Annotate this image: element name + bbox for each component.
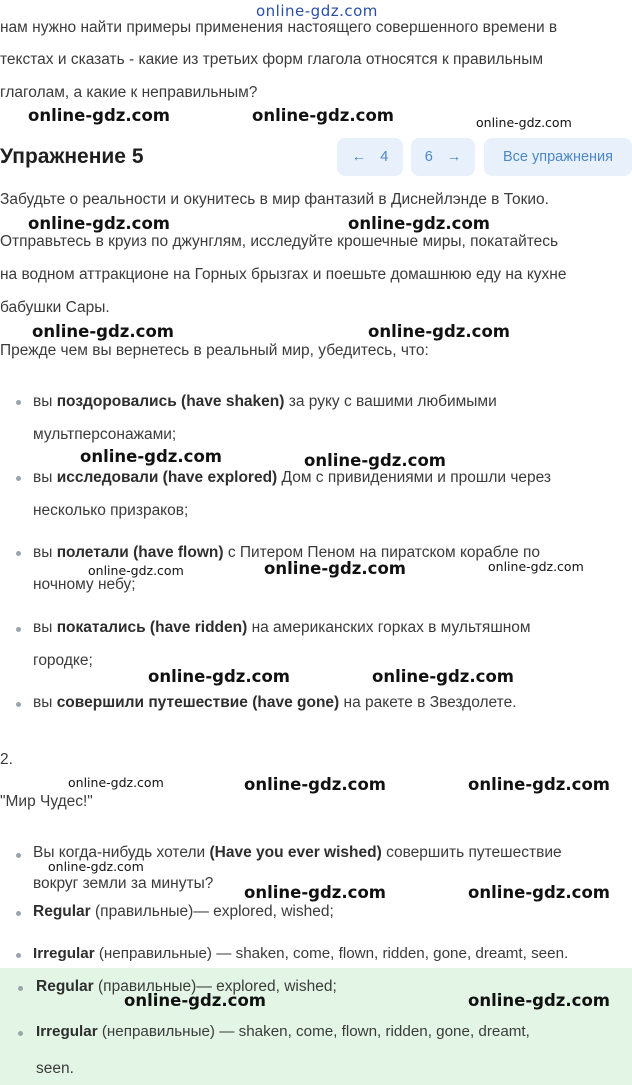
watermark: online-gdz.com — [468, 991, 610, 1010]
list-item: Regular (правильные)— explored, wished; — [33, 903, 334, 920]
watermark: online-gdz.com — [80, 447, 222, 466]
answer-regular: Regular (правильные)— explored, wished; — [36, 978, 337, 995]
list-item-cont: мультперсонажами; — [33, 426, 177, 443]
watermark: online-gdz.com — [488, 559, 584, 574]
watermark: online-gdz.com — [48, 859, 144, 874]
intro-line-1: нам нужно найти примеры применения настоящего совершенного времени в — [0, 19, 558, 36]
bullet — [16, 400, 21, 405]
arrow-left-icon: ← — [351, 149, 367, 165]
section-number: 2. — [0, 751, 13, 768]
watermark: online-gdz.com — [348, 214, 490, 233]
para-line-3: на водном аттракционе на Горных брызгах и поешьте домашнюю еду на кухне — [0, 266, 567, 283]
list-item: вы совершили путешествие (have gone) на ракете в Звездолете. — [33, 694, 517, 711]
list-item-cont: вокруг земли за минуты? — [33, 875, 214, 892]
watermark-top: online-gdz.com — [256, 2, 378, 20]
watermark: online-gdz.com — [32, 322, 174, 341]
all-exercises-label: Все упражнения — [503, 149, 613, 165]
para-line-5: Прежде чем вы вернетесь в реальный мир, убедитесь, что: — [0, 342, 429, 359]
watermark: online-gdz.com — [28, 214, 170, 233]
list-item: вы покатались (have ridden) на американских горках в мультяшном — [33, 619, 531, 636]
arrow-right-icon: → — [446, 149, 462, 165]
bullet — [16, 911, 21, 916]
watermark: online-gdz.com — [252, 106, 394, 125]
list-item: вы полетали (have flown) с Питером Пеном на пиратском корабле по — [33, 544, 540, 561]
next-exercise-label: 6 — [424, 149, 433, 165]
watermark: online-gdz.com — [368, 322, 510, 341]
para-line-4: бабушки Сары. — [0, 299, 110, 316]
list-item: Irregular (неправильные) — shaken, come, flown, ridden, gone, dreamt, seen. — [33, 945, 569, 962]
list-item-cont: ночному небу; — [33, 576, 136, 593]
watermark: online-gdz.com — [468, 883, 610, 902]
watermark: online-gdz.com — [304, 451, 446, 470]
bullet — [16, 627, 21, 632]
section-title: "Мир Чудес!" — [0, 793, 93, 810]
answer-irregular: Irregular (неправильные) — shaken, come, flown, ridden, gone, dreamt, — [36, 1023, 530, 1040]
bullet — [16, 702, 21, 707]
watermark: online-gdz.com — [372, 667, 514, 686]
list-item: Вы когда-нибудь хотели (Have you ever wished) совершить путешествие — [33, 844, 562, 861]
watermark: online-gdz.com — [68, 775, 164, 790]
intro-line-3: глаголам, а какие к неправильным? — [0, 84, 258, 101]
watermark: online-gdz.com — [244, 775, 386, 794]
watermark: online-gdz.com — [88, 563, 184, 578]
intro-line-2: текстах и сказать - какие из третьих форм глагола относятся к правильным — [0, 51, 544, 68]
bullet — [18, 1031, 23, 1036]
watermark: online-gdz.com — [124, 991, 266, 1010]
all-exercises-button[interactable] — [484, 138, 632, 176]
next-exercise-button[interactable] — [411, 138, 475, 176]
answer-irregular-cont: seen. — [36, 1060, 74, 1077]
exercise-title: Упражнение 5 — [0, 145, 144, 168]
list-item: вы поздоровались (have shaken) за руку с вашими любимыми — [33, 393, 497, 410]
watermark: online-gdz.com — [476, 115, 572, 130]
watermark: online-gdz.com — [28, 106, 170, 125]
bullet — [16, 853, 21, 858]
watermark: online-gdz.com — [244, 883, 386, 902]
watermark: online-gdz.com — [264, 559, 406, 578]
list-item-cont: несколько призраков; — [33, 502, 189, 519]
list-item-cont: городке; — [33, 652, 93, 669]
watermark: online-gdz.com — [468, 775, 610, 794]
watermark: online-gdz.com — [148, 667, 290, 686]
para-line-1: Забудьте о реальности и окунитесь в мир фантазий в Диснейлэнде в Токио. — [0, 191, 549, 208]
prev-exercise-button[interactable] — [337, 138, 403, 176]
para-line-2: Отправьтесь в круиз по джунглям, исследуйте крошечные миры, покатайтесь — [0, 233, 559, 250]
bullet — [18, 986, 23, 991]
list-item: вы исследовали (have explored) Дом с привидениями и прошли через — [33, 469, 552, 486]
bullet — [16, 551, 21, 556]
bullet — [16, 953, 21, 958]
prev-exercise-label: 4 — [380, 149, 389, 165]
bullet — [16, 476, 21, 481]
